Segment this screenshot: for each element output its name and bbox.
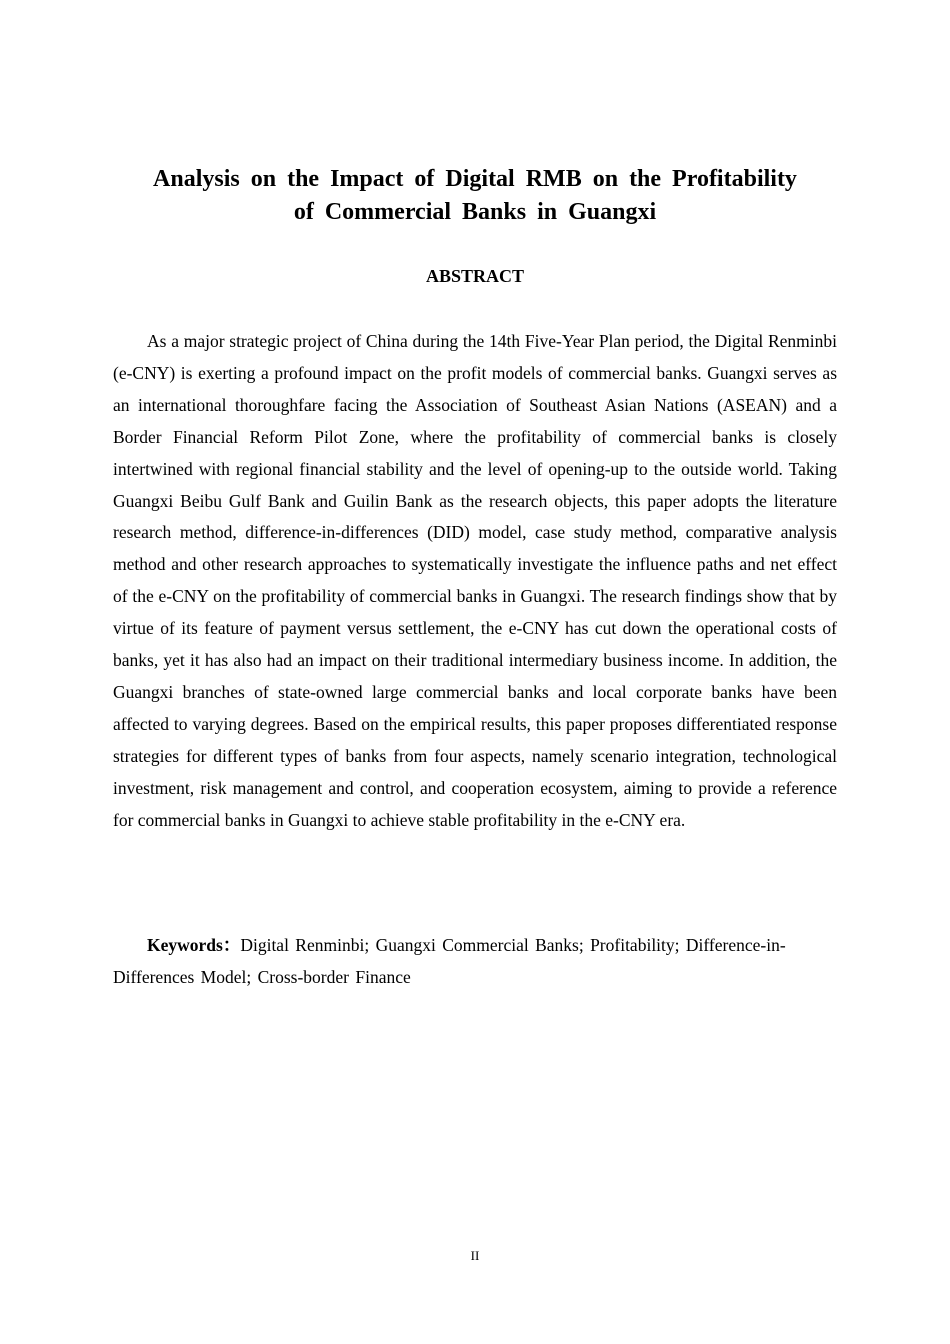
- keywords-label: Keywords：: [147, 935, 241, 955]
- document-title: [112, 163, 838, 229]
- title-line-1: Analysis on the Impact of Digital RMB on the Profitability: [153, 166, 797, 192]
- keywords-list: Digital Renminbi; Guangxi Commercial Banks; Profitability; Difference-in-Differences Model; Cross-border Finance: [113, 935, 786, 987]
- keywords-paragraph: [113, 930, 837, 994]
- abstract-paragraph: As a major strategic project of China during the 14th Five-Year Plan period, the Digital Renminbi (e-CNY) is exerting a profound impact on the profit models of commercial banks. Guangxi serves as an international thoroughfare facing the Association of Southeast Asian Nations (ASEAN) and a Border Financial Reform Pilot Zone, where the profitability of commercial banks is closely intertwined with regional financial stability and the level of opening-up to the outside world. Taking Guangxi Beibu Gulf Bank and Guilin Bank as the research objects, this paper adopts the literature research method, difference-in-differences (DID) model, case study method, comparative analysis method and other research approaches to systematically investigate the influence paths and net effect of the e-CNY on the profitability of commercial banks in Guangxi. The research findings show that by virtue of its feature of payment versus settlement, the e-CNY has cut down the operational costs of banks, yet it has also had an impact on their traditional intermediary business income. In addition, the Guangxi branches of state-owned large commercial banks and local corporate banks have been affected to varying degrees. Based on the empirical results, this paper proposes differentiated response strategies for different types of banks from four aspects, namely scenario integration, technological investment, risk management and control, and cooperation ecosystem, aiming to provide a reference for commercial banks in Guangxi to achieve stable profitability in the e-CNY era.: [113, 331, 837, 830]
- title-line-2: of Commercial Banks in Guangxi: [293, 199, 657, 225]
- page-number: II: [470, 1248, 480, 1263]
- abstract-heading: ABSTRACT: [425, 266, 525, 286]
